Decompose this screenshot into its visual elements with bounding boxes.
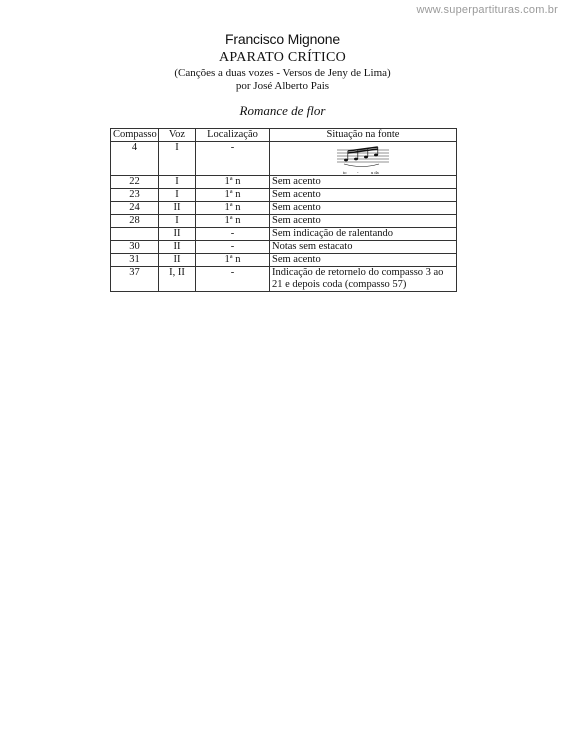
table-row xyxy=(111,142,457,176)
table-row xyxy=(111,176,457,189)
cell-situacao: Sem acento xyxy=(270,189,457,202)
cell-voz: I, II xyxy=(159,267,196,292)
cell-situacao: Indicação de retornelo do compasso 3 ao 21 e depois coda (compasso 57) xyxy=(270,267,457,292)
cell-situacao: Sem acento xyxy=(270,202,457,215)
header-voz: Voz xyxy=(159,129,196,142)
header-localizacao: Localização xyxy=(196,129,270,142)
lyric-syllable: u da xyxy=(371,170,379,175)
cell-localizacao: 1$^a$ n xyxy=(196,254,270,267)
watermark: www.superpartituras.com.br xyxy=(416,4,558,16)
table-header-row xyxy=(111,129,457,142)
author-line: por José Alberto Pais xyxy=(235,80,330,92)
cell-localizacao: 1$^a$ n xyxy=(196,215,270,228)
cell-situacao: Sem acento xyxy=(270,215,457,228)
cell-localizacao: 1$^a$ n xyxy=(196,176,270,189)
cell-localizacao: - xyxy=(196,241,270,254)
cell-voz: I xyxy=(159,176,196,189)
cell-localizacao: 1$^a$ n xyxy=(196,202,270,215)
cell-localizacao: - xyxy=(196,228,270,241)
cell-compasso: 22 xyxy=(111,176,159,189)
cell-compasso: 37 xyxy=(111,267,159,292)
subtitle: (Canções a duas vozes - Versos de Jeny de Lima) xyxy=(174,67,391,79)
header-situacao: Situação na fonte xyxy=(270,129,457,142)
table-row xyxy=(111,202,457,215)
cell-compasso: 23 xyxy=(111,189,159,202)
music-notation-image xyxy=(337,145,389,175)
table-row xyxy=(111,215,457,228)
cell-compasso xyxy=(111,228,159,241)
table-row xyxy=(111,254,457,267)
header-compasso: Compasso xyxy=(111,129,159,142)
composer-name: Francisco Mignone xyxy=(225,31,340,47)
cell-situacao: Sem indicação de ralentando xyxy=(270,228,457,241)
cell-situacao: Sem acento xyxy=(270,254,457,267)
lyric-syllable: - xyxy=(357,170,359,175)
cell-compasso: 24 xyxy=(111,202,159,215)
cell-voz: I xyxy=(159,142,196,176)
cell-compasso: 4 xyxy=(111,142,159,176)
page-title: APARATO CRÍTICO xyxy=(218,50,347,65)
table-row xyxy=(111,241,457,254)
critical-table xyxy=(110,128,457,292)
cell-situacao: Notas sem estacato xyxy=(270,241,457,254)
cell-voz: II xyxy=(159,241,196,254)
cell-voz: II xyxy=(159,202,196,215)
cell-compasso: 30 xyxy=(111,241,159,254)
cell-voz: I xyxy=(159,189,196,202)
cell-voz: II xyxy=(159,254,196,267)
cell-situacao: Sem acento xyxy=(270,176,457,189)
work-title: Romance de flor xyxy=(239,103,326,118)
table-row xyxy=(111,228,457,241)
cell-compasso: 28 xyxy=(111,215,159,228)
cell-situacao-music-example xyxy=(270,142,457,176)
table-row xyxy=(111,267,457,292)
cell-compasso: 31 xyxy=(111,254,159,267)
cell-localizacao: 1$^a$ n xyxy=(196,189,270,202)
cell-voz: II xyxy=(159,228,196,241)
lyric-syllable: to xyxy=(343,170,347,175)
table-row xyxy=(111,189,457,202)
cell-localizacao: - xyxy=(196,267,270,292)
cell-localizacao: - xyxy=(196,142,270,176)
cell-voz: I xyxy=(159,215,196,228)
